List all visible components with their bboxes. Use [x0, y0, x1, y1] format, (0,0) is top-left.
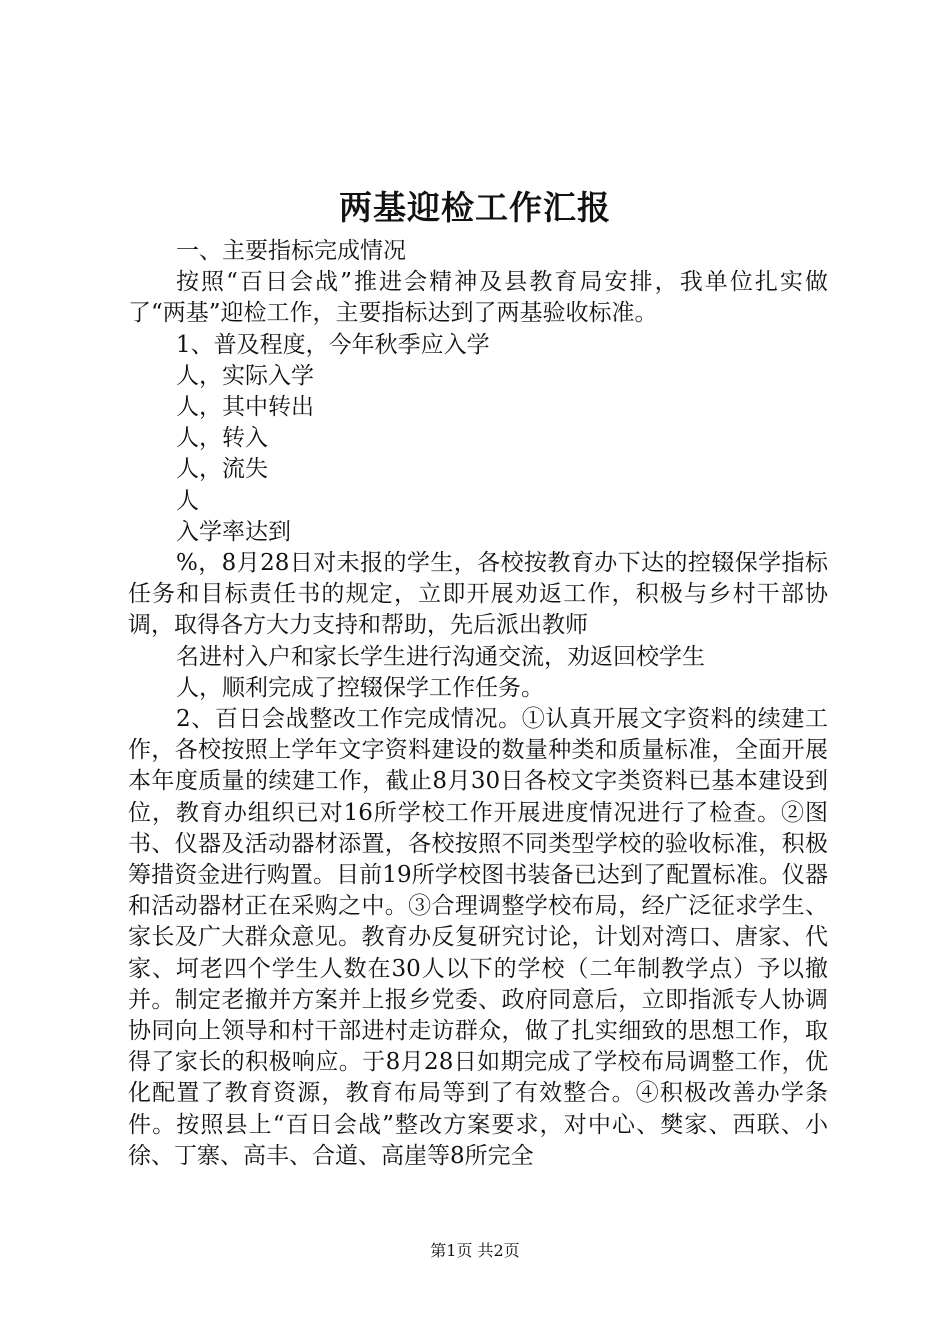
- paragraph-task-completed: 人，顺利完成了控辍保学工作任务。: [176, 674, 544, 701]
- paragraph-section-heading: 一、主要指标完成情况: [176, 238, 406, 264]
- paragraph-dropout: 人，流失: [176, 456, 268, 483]
- paragraph-intro: 按照“百日会战”推进会精神及县教育局安排，我单位扎实做了“两基”迎检工作，主要指标达到了两基验收标准。: [128, 269, 828, 327]
- paragraph-person: 人: [176, 487, 199, 514]
- document-body: [128, 236, 828, 1172]
- document-title: 两基迎检工作汇报: [339, 188, 611, 227]
- paragraph-home-visits: 名进村入户和家长学生进行沟通交流，劝返回校学生: [176, 643, 705, 670]
- paragraph-transferred-out: 人，其中转出: [176, 394, 314, 421]
- paragraph-transferred-in: 人，转入: [176, 425, 268, 452]
- paragraph-dropout-control: %，8月28日对未报的学生，各校按教育办下达的控辍保学指标任务和目标责任书的规定，立即开展劝返工作，积极与乡村干部协调，取得各方大力支持和帮助，先后派出教师: [128, 550, 828, 639]
- page-footer: 第1页 共2页: [430, 1241, 520, 1260]
- paragraph-enrollment: 1、普及程度，今年秋季应入学: [176, 331, 490, 358]
- paragraph-enrollment-rate: 入学率达到: [176, 518, 291, 545]
- paragraph-rectification: 2、百日会战整改工作完成情况。①认真开展文字资料的续建工作，各校按照上学年文字资料建设的数量种类和质量标准，全面开展本年度质量的续建工作，截止8月30日各校文字类资料已基本建设到位，教育办组织已对16所学校工作开展进度情况进行了检查。②图书、仪器及活动器材添置，各校按照不同类型学校的验收标准，积极筹措资金进行购置。目前19所学校图书装备已达到了配置标准。仪器和活动器材正在采购之中。③合理调整学校布局，经广泛征求学生、家长及广大群众意见。教育办反复研究讨论，计划对湾口、唐家、代家、坷老四个学生人数在30人以下的学校（二年制教学点）予以撤并。制定老撤并方案并上报乡党委、政府同意后，立即指派专人协调协同向上领导和村干部进村走访群众，做了扎实细致的思想工作，取得了家长的积极响应。于8月28日如期完成了学校布局调整工作，优化配置了教育资源，教育布局等到了有效整合。④积极改善办学条件。按照县上“百日会战”整改方案要求，对中心、樊家、西联、小徐、丁寨、高丰、合道、高崖等8所完全: [128, 706, 828, 1169]
- paragraph-actual-enrolled: 人，实际入学: [176, 362, 314, 389]
